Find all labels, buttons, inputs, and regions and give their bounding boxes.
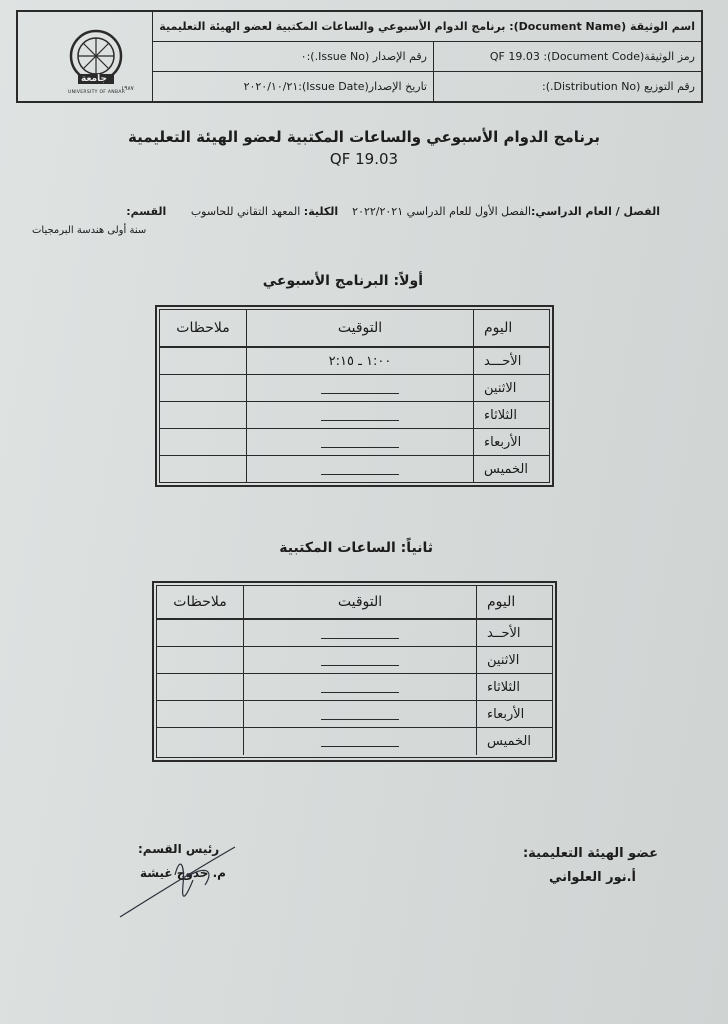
member-name: أ.نور العلواني — [548, 870, 636, 885]
blank-line — [321, 709, 399, 720]
document-header-table — [16, 10, 703, 103]
header-notes: ملاحظات — [176, 320, 230, 336]
day-cell: الأحـــد — [473, 348, 549, 374]
blank-line — [321, 655, 399, 666]
doc-code-cell: رمز الوثيقة(Document Code): QF 19.03 — [433, 42, 701, 71]
handwritten-signature-icon — [115, 835, 255, 925]
day-cell: الثلاثاء — [476, 674, 552, 700]
time-cell — [246, 456, 473, 483]
blank-line — [321, 410, 399, 421]
semester-value: الفصل الأول للعام الدراسي ٢٠٢٢/٢٠٢١ — [352, 205, 531, 218]
day-cell: الاثنين — [473, 375, 549, 401]
header-time: التوقيت — [243, 586, 476, 618]
notes-cell — [157, 647, 243, 673]
issue-date-cell: تاريخ الإصدار(Issue Date):٢٠٢٠/١٠/٢١ — [243, 80, 427, 93]
head-name: م. خدوج غيشة — [140, 866, 226, 880]
table-row — [157, 620, 552, 647]
document-title: برنامج الدوام الأسبوعي والساعات المكتبية لعضو الهيئة التعليمية — [128, 128, 600, 146]
header-notes: ملاحظات — [173, 594, 227, 610]
document-title-block — [0, 128, 728, 168]
day-cell: الأحــد — [476, 620, 552, 646]
table-header-row — [160, 310, 549, 348]
dept-label: القسم: — [126, 205, 167, 218]
table-row — [157, 701, 552, 728]
office-hours-section-title: ثانياً: الساعات المكتبية — [279, 540, 433, 556]
day-cell: الثلاثاء — [473, 402, 549, 428]
table-row — [160, 348, 549, 375]
logo-cell — [18, 12, 153, 101]
header-day: اليوم — [473, 310, 549, 346]
blank-line — [321, 437, 399, 448]
day-cell: الخميس — [473, 456, 549, 483]
logo-text: جامعة — [81, 74, 107, 84]
university-logo-icon — [18, 12, 196, 101]
dept-value: سنة أولى هندسة البرمجيات — [32, 225, 147, 236]
logo-caption: UNIVERSITY OF ANBAR — [68, 90, 126, 95]
time-cell — [243, 620, 476, 646]
distribution-no-cell: رقم التوزيع (Distribution No.): — [433, 72, 701, 101]
header-time: التوقيت — [246, 310, 473, 346]
table-row — [160, 402, 549, 429]
semester-label: الفصل / العام الدراسي: — [531, 205, 660, 218]
day-cell: الاثنين — [476, 647, 552, 673]
college-value: المعهد التقاني للحاسوب — [190, 205, 301, 218]
table-row — [157, 728, 552, 755]
time-cell — [243, 701, 476, 727]
table-row — [157, 674, 552, 701]
table-row — [160, 375, 549, 402]
notes-cell — [157, 674, 243, 700]
time-cell — [243, 674, 476, 700]
blank-line — [321, 464, 399, 475]
notes-cell — [160, 429, 246, 455]
day-cell: الخميس — [476, 728, 552, 755]
time-cell: ١:٠٠ ـ ٢:١٥ — [246, 348, 473, 374]
header-day: اليوم — [476, 586, 552, 618]
office-hours-table — [152, 581, 557, 762]
blank-line — [321, 682, 399, 693]
table-header-row — [157, 586, 552, 620]
notes-cell — [157, 620, 243, 646]
member-signature-label: عضو الهيئة التعليمية: — [522, 846, 658, 861]
notes-cell — [160, 375, 246, 401]
table-row — [157, 647, 552, 674]
issue-no-cell: رقم الإصدار (Issue No.):٠ — [300, 50, 427, 63]
notes-cell — [160, 348, 246, 374]
time-cell — [246, 402, 473, 428]
time-cell — [246, 429, 473, 455]
weekly-schedule-table — [155, 305, 554, 487]
table-row — [160, 429, 549, 456]
college-label: الكلية: — [303, 205, 339, 218]
info-line — [126, 205, 660, 218]
notes-cell — [157, 701, 243, 727]
day-cell: الأربعاء — [473, 429, 549, 455]
notes-cell — [160, 456, 246, 483]
day-cell: الأربعاء — [476, 701, 552, 727]
weekly-section-title: أولاً: البرنامج الأسبوعي — [262, 273, 423, 289]
time-cell — [246, 375, 473, 401]
notes-cell — [160, 402, 246, 428]
notes-cell — [157, 728, 243, 755]
time-cell — [243, 728, 476, 755]
doc-name-cell: اسم الوثيقة (Document Name): برنامج الدوام الأسبوعي والساعات المكتبية لعضو الهيئة التعليمية — [159, 20, 695, 33]
table-row — [160, 456, 549, 483]
logo-side-text: ١٩٨٧ — [121, 85, 134, 92]
head-signature-label: رئيس القسم: — [138, 842, 220, 856]
blank-line — [321, 736, 399, 747]
blank-line — [321, 628, 399, 639]
time-cell — [243, 647, 476, 673]
blank-line — [321, 383, 399, 394]
document-code: QF 19.03 — [329, 150, 399, 168]
